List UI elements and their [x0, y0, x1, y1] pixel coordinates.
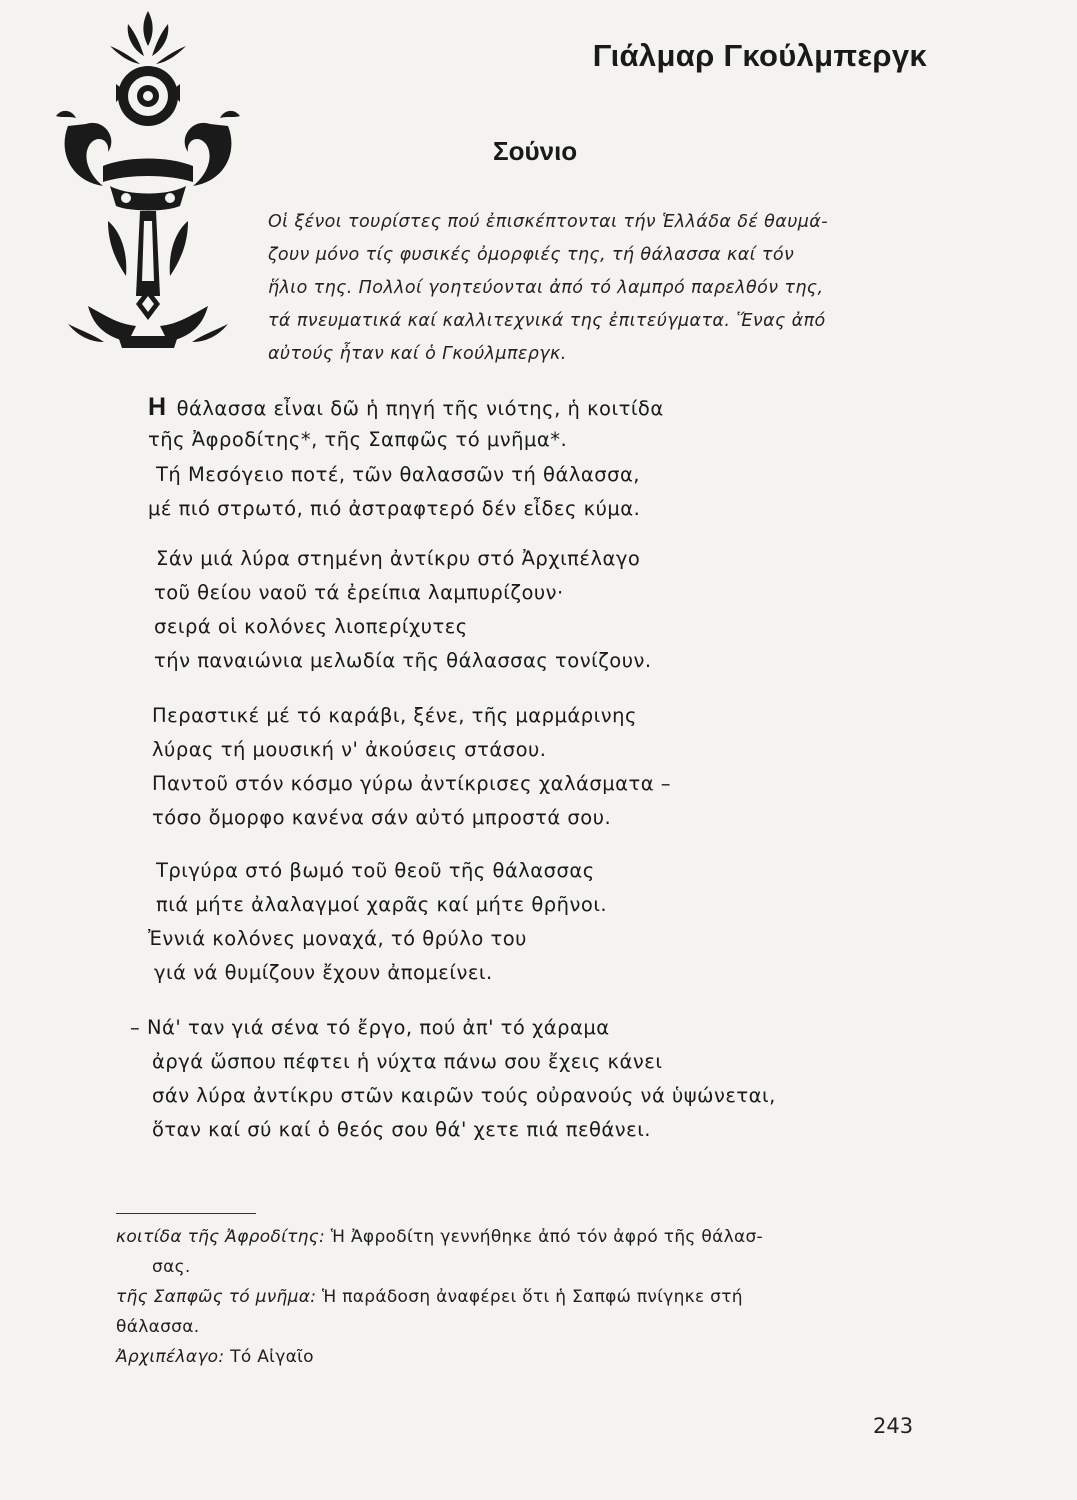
intro-paragraph [268, 206, 940, 371]
intro-line: ζουν μόνο τίς φυσικές ὀμορφιές της, τή θάλασσα καί τόν [268, 245, 795, 265]
poem-line: ὅταν καί σύ καί ὁ θεός σου θά' χετε πιά πεθάνει. [152, 1118, 651, 1141]
intro-line: ἥλιο της. Πολλοί γοητεύονται ἀπό τό λαμπρό παρελθόν της, [268, 278, 824, 298]
poem-line: Σάν μιά λύρα στημένη ἀντίκρυ στό Ἀρχιπέλαγο [156, 547, 641, 570]
footnote-text: Ἡ Ἀφροδίτη γεννήθηκε ἀπό τόν ἀφρό τῆς θάλασ- [330, 1227, 763, 1247]
footnotes [116, 1222, 936, 1372]
ornamental-vase-icon [48, 6, 258, 351]
poem-line: Τριγύρα στό βωμό τοῦ θεοῦ τῆς θάλασσας [156, 859, 595, 882]
author-name: Γιάλμαρ Γκούλμπεργκ [592, 38, 927, 73]
footnote-term: τῆς Σαπφῶς τό μνῆμα: [116, 1287, 317, 1307]
poem-line: τοῦ θείου ναοῦ τά ἐρείπια λαμπυρίζουν· [154, 581, 564, 604]
page-number: 243 [873, 1414, 914, 1438]
footnote-continuation: σας. [152, 1257, 191, 1277]
drop-initial: Η [148, 393, 167, 421]
poem-line: τήν παναιώνια μελωδία τῆς θάλασσας τονίζουν. [154, 649, 652, 672]
intro-line: αὐτούς ἦταν καί ὁ Γκούλμπεργκ. [268, 344, 567, 364]
footnote-continuation: θάλασσα. [116, 1317, 200, 1337]
footnote-text: Ἡ παράδοση ἀναφέρει ὅτι ἡ Σαπφώ πνίγηκε στή [322, 1287, 743, 1307]
poem-line: γιά νά θυμίζουν ἔχουν ἀπομείνει. [154, 961, 493, 984]
poem-line: ἀργά ὥσπου πέφτει ἡ νύχτα πάνω σου ἔχεις κάνει [152, 1050, 663, 1073]
footnote-term: Ἀρχιπέλαγο: [116, 1347, 225, 1367]
poem-line: Η θάλασσα εἶναι δῶ ἡ πηγή τῆς νιότης, ἡ κοιτίδα [148, 393, 664, 421]
poem-line: Τή Μεσόγειο ποτέ, τῶν θαλασσῶν τή θάλασσα, [156, 463, 641, 486]
poem-line: σάν λύρα ἀντίκρυ στῶν καιρῶν τούς οὐρανούς νά ὑψώνεται, [152, 1084, 776, 1107]
footnote-rule [116, 1213, 256, 1214]
poem-line: τῆς Ἀφροδίτης*, τῆς Σαπφῶς τό μνῆμα*. [148, 428, 568, 451]
footnote-text: Τό Αἰγαῖο [230, 1347, 314, 1367]
poem-title: Σούνιο [493, 136, 578, 166]
footnote [116, 1342, 936, 1372]
poem-line: Περαστικέ μέ τό καράβι, ξένε, τῆς μαρμάρινης [152, 704, 637, 727]
poem-line: σειρά οἱ κολόνες λιοπερίχυτες [154, 615, 468, 638]
footnote-term: κοιτίδα τῆς Ἀφροδίτης: [116, 1227, 326, 1247]
intro-line: Οἱ ξένοι τουρίστες πού ἐπισκέπτονται τήν Ἑλλάδα δέ θαυμά- [268, 212, 828, 232]
footnote [116, 1222, 936, 1282]
poem-line: Παντοῦ στόν κόσμο γύρω ἀντίκρισες χαλάσματα – [152, 772, 671, 795]
poem-line: – Νά' ταν γιά σένα τό ἔργο, πού ἀπ' τό χάραμα [130, 1016, 610, 1039]
poem-line: τόσο ὄμορφο κανένα σάν αὐτό μπροστά σου. [152, 806, 612, 829]
intro-line: τά πνευματικά καί καλλιτεχνικά της ἐπιτεύγματα. Ἕνας ἀπό [268, 311, 826, 331]
poem-line: Ἐννιά κολόνες μοναχά, τό θρύλο του [148, 927, 527, 950]
poem-line: λύρας τή μουσική ν' ἀκούσεις στάσου. [152, 738, 547, 761]
footnote [116, 1282, 936, 1342]
poem-line: πιά μήτε ἀλαλαγμοί χαρᾶς καί μήτε θρῆνοι. [156, 893, 608, 916]
poem-line: μέ πιό στρωτό, πιό ἀστραφτερό δέν εἶδες κύμα. [148, 497, 641, 520]
